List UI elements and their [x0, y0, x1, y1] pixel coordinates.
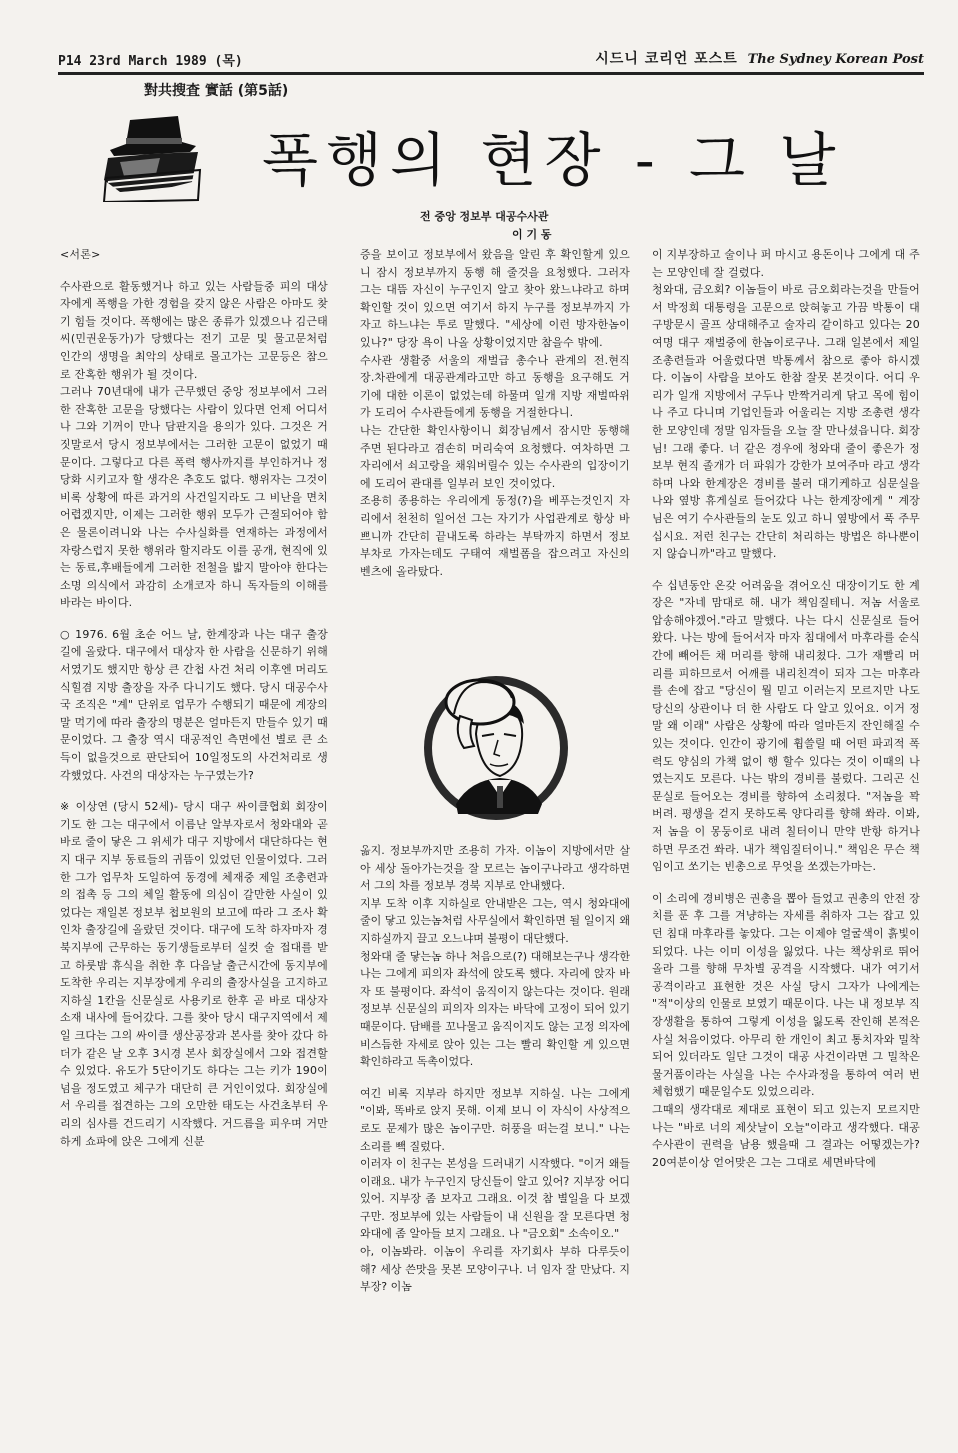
publication-name-korean: 시드니 코리언 포스트: [595, 51, 738, 67]
paragraph: 수사관 생활중 서울의 재벌급 총수나 관계의 전.현직 장.차관에게 대공관계라고만 하고 동행을 요구해도 거기에 대한 이론이 없었는데 하물며 일개 지방 재벌따위가 도리어 수사관들에게 동행을 거절한다니.: [360, 353, 630, 420]
byline: [420, 208, 650, 244]
page-date: P14 23rd March 1989 (목): [58, 54, 243, 69]
publication-name-english: The Sydney Korean Post: [747, 52, 924, 67]
paragraph: 수 십년동안 온갖 어려움을 겪어오신 대장이기도 한 계장은 "자네 맘대로 해. 내가 책임질테니. 저놈 서울로 압송해야겠어."라고 말했다. 나는 다시 신문실로 들어왔다. 나는 방에 들어서자 마자 침대에서 마후라를 순식간에 빼어든 채 머리를 향해 내리쳤다. 그가 재빨리 머리를 피하므로서 어깨를 내리친격이 되자 그는 마후라를 손에 잡고 "당신이 뭘 믿고 이러는지 모르지만 나도 당신의 상관이나 더 한 사람도 다 알고 있어요. 이거 정말 왜 이래" 사람은 상황에 따라 얼마든지 잔인해질 수 있는 것이다. 인간이 광기에 휩쓸릴 때 어떤 파괴적 폭력도 양심의 가책 없이 행 할수 있다는 것이 이때의 나였는지도 모른다. 나는 밖의 경비를 불렀다. 그리곤 신문실로 들어오는 경비를 향하여 소리쳤다. "저놈을 꽉 버려. 평생을 걷지 못하도록 양다리를 향해 쏴라. 이봐, 저 놈을 이 몽둥이로 내려 칠터이니 만약 반항 하거나 하면 무조건 쏴라. 내가 책임질터이니." 책임은 무슨 책임이고 쏘기는 빈총으로 무엇을 쏘겠는가마는.: [652, 578, 920, 874]
paragraph: 아, 이놈봐라. 이놈이 우리를 자기회사 부하 다루듯이 해? 세상 쓴맛을 못본 모양이구나. 너 임자 잘 만났다. 지부장? 이놈: [360, 1245, 630, 1294]
paragraph: ※ 이상연 (당시 52세)- 당시 대구 싸이클협회 회장이기도 한 그는 대구에서 이름난 알부자로서 청와대와 곧 바로 줄이 닿은 그 위세가 대구 지방에서 대단하다는 현지 대구 지부 동료들의 귀뜸이 있었던 인물이었다. 그러한 그가 업무차 도일하여 동경에 체재중 제일 조총련과의 접촉 등 그의 체일 활동에 의심이 갈만한 사실이 있었다는 재일본 정보부 첩보원의 보고에 따라 그 조사 확인차 출장길에 올랐던 것이다. 대구에 도착 하자마자 경북지부에 근무하는 동기생들로부터 실컷 술 접대를 받고 하룻밤 휴식을 취한 후 다음날 출근시간에 동지부에 도착한 우리는 지부장에게 우리의 출장사실을 고지하고 지하실 1칸을 신문실로 사용키로 한후 곧 바로 대상자 소재 내사에 들어갔다. 그를 찾아 당시 대구지역에서 제일 크다는 그의 싸이클 생산공장과 본사를 찾아 갔다 하더가 같은 날 오후 3시경 본사 회장실에서 그와 접견할 수 있었다. 유도가 5단이기도 하다는 그는 키가 190이 넘을 정도였고 체구가 대단히 큰 거인이었다. 회장실에서 우리를 접견하는 그의 오만한 태도는 사건초부터 우리의 심사를 건드리기 시작했다. 거드름을 피우며 거만하게 쇼파에 앉은 그에게 신분: [60, 800, 328, 1148]
man-with-hat-portrait: [420, 664, 572, 834]
publication-name: [595, 48, 924, 68]
spy-hat-icon: [100, 112, 206, 202]
paragraph: 청와대 줄 닿는놈 하나 처음으로(?) 대해보는구나 생각한 나는 그에게 피의자 좌석에 앉도록 했다. 자리에 앉자 바자 또 불평이다. 좌석이 움직이지 않는다는 것이다. 원래 정보부 신문실의 피의자 의자는 바닥에 고정이 되어 있기 때문이다. 담배를 꼬나물고 움직이지도 않는 고정 의자에 비스듬한 자세로 앉아 있는 그는 빨리 확인할 게 있으면 확인하라고 독촉이었다.: [360, 949, 630, 1069]
byline-affiliation: 전 중앙 정보부 대공수사관: [420, 210, 549, 223]
article-column-2-bottom: [360, 842, 630, 1296]
paragraph: 나는 간단한 확인사항이니 회장님께서 잠시만 동행해 주면 된다라고 겸손히 머리숙여 요청했다. 여차하면 그 자리에서 쇠고랑을 채워버릴수 있는 수사관의 입장이기에 도리어 관대를 일부러 보인 것이었다.: [360, 423, 630, 490]
article-column-1: [60, 246, 328, 1150]
series-title: 對共搜査 實話 (第5話): [144, 83, 289, 99]
section-heading: <서론>: [60, 248, 101, 261]
masthead: [58, 46, 924, 75]
paragraph: 이러자 이 친구는 본성을 드러내기 시작했다. "이거 왜들 이래요. 내가 누구인지 당신들이 알고 있어? 지부장 어디 있어. 지부장 좀 보자고 그래요. 이것 참 별일을 다 보겠구만. 정보부에 있는 사람들이 내 신원을 잘 모른다면 청와대에 좀 알아들 보지 그래요. 나 "금오회" 소속이오.": [360, 1157, 630, 1241]
paragraph: 조용히 종용하는 우리에게 동정(?)을 베푸는것인지 자리에서 천천히 일어선 그는 자기가 사업관계로 항상 바쁘니까 간단히 끝내도록 하라는 부탁까지 하면서 정보부차로 가자는데도 구태여 재벌폼을 잡으려고 자신의 벤츠에 올라탔다.: [360, 494, 630, 578]
paragraph: 그때의 생각대로 제대로 표현이 되고 있는지 모르지만 나는 "바로 너의 제삿날이 오늘"이라고 생각했다. 대공수사관이 권력을 남용 했을때 그 결과는 어떻겠는가? 20여분이상 얻어맞은 그는 그대로 세면바닥에: [652, 1102, 920, 1169]
paragraph: 청와대, 금오회? 이놈들이 바로 금오회라는것을 만들어서 박정희 대통령을 고문으로 앉혀놓고 가끔 박통이 대구방문시 골프 상대해주고 술자리 같이하고 있다는 20여명 대구 재벌중에 한놈이로구나. 그래 일본에서 제일 조총련들과 어울렸다면 박통께서 참으로 좋아 하시겠다. 이놈이 사람을 보아도 한참 잘못 본것이다. 어디 우리가 일개 지방에서 구두나 반짝거리게 닦고 목에 힘이나 주고 다니며 기업인들과 어울리는 지방 조총련 생각한 모양인데 정말 임자들을 오늘 잘 만나셨읍니다. 회장님! 그래 좋다. 너 같은 경우에 청와대 줄이 좋은가 정보부 현직 졸개가 더 파워가 강한가 보여주마 라고 생각하며 나와 한계장은 경비를 불러 대기케하고 심문실을 나와 옆방 휴게실로 들어갔다 나는 한계장에게 " 계장님은 여기 수사관들의 눈도 있고 하니 옆방에서 푹 주무십시요. 저런 친구는 간단히 처리하는 방법은 하나뿐이지 않습니까"라고 말했다.: [652, 283, 920, 561]
article-column-2-top: [360, 246, 630, 580]
paragraph: 그러나 70년대에 내가 근무했던 중앙 정보부에서 그러한 잔혹한 고문을 당했다는 사람이 있다면 언제 어디서나 그와 기꺼이 만나 담판지을 용의가 있다. 그것은 거짓말로서 당시 정보부에서는 그러한 고문이 없었기 때문이다. 그렇다고 다른 폭력 행사까지를 부인하거나 정당화 시키고자 할 생각은 추호도 없다. 행위자는 그것이 비록 상황에 따른 과거의 사건일지라도 그 비난을 면치 어렵겠지만, 이제는 그러한 행위 모두가 근절되어야 함은 물론이려니와 나는 수사실화를 연재하는 과정에서 자랑스럽지 못한 행위라 할지라도 이를 공개, 현직에 있는 동료,후배들에게 그러한 전철을 밟지 말아야 한다는 소명 의식에서 과감히 소개코자 하니 독자들의 이해를 바라는 바이다.: [60, 385, 328, 610]
paragraph: 여긴 비록 지부라 하지만 정보부 지하실. 나는 그에게 "이봐, 똑바로 앉지 못해. 이제 보니 이 자식이 사상적으로도 문제가 많은 놈이구만. 허풍을 떠는걸 보니." 나는 소리를 빽 질렀다.: [360, 1086, 630, 1153]
headline: 폭행의 현장 - 그 날: [262, 126, 844, 194]
paragraph: 수사관으로 활동했거나 하고 있는 사람들중 피의 대상자에게 폭행을 가한 경험을 갖지 않은 사람은 아마도 찾기 힘들 것이다. 폭행에는 많은 종류가 있겠으나 김근태씨(민권운동가)가 당했다는 전기 고문 및 물고문처럼 인간의 생명을 최악의 상태로 몰고가는 고문등은 참으로 잔혹한 행위가 될 것이다.: [60, 279, 328, 381]
paragraph: 이 지부장하고 술이나 퍼 마시고 용돈이나 그에게 대 주는 모양인데 잘 걸렸다.: [652, 248, 920, 279]
byline-author: 이 기 동: [512, 228, 552, 241]
paragraph: 옮지. 정보부까지만 조용히 가자. 이놈이 지방에서만 살아 세상 돌아가는것을 잘 모르는 놈이구나라고 생각하면서 그의 차를 정보부 경북 지부로 안내했다.: [360, 844, 630, 893]
paragraph: 지부 도착 이후 지하실로 안내받은 그는, 역시 청와대에 줄이 닿고 있는놈처럼 사무실에서 확인하면 될 일이지 왜 지하실까지 끌고 오느냐며 불평이 대단했다.: [360, 896, 630, 945]
article-column-3: [652, 246, 920, 1171]
paragraph: 증을 보이고 정보부에서 왔음을 알린 후 확인할게 있으니 잠시 정보부까지 동행 해 줄것을 요청했다. 그러자 그는 대뜸 자신이 누구인지 알고 찾아 왔느냐라고 하며 확인할 것이 있으면 여기서 하지 누구를 정보부까지 가자고 하느냐는 투로 말했다. "세상에 이런 방자한놈이 있나?" 당장 욕이 나올 상황이었지만 참을수 밖에.: [360, 248, 630, 349]
paragraph: ○ 1976. 6월 초순 어느 날, 한계장과 나는 대구 출장길에 올랐다. 대구에서 대상자 한 사람을 신문하기 위해서였기도 했지만 항상 큰 간첩 사건 처리 이후엔 머리도 식힐겸 지방 출장을 자주 다니기도 했다. 당시 대공수사국 조직은 "계" 단위로 업무가 수행되기 때문에 계장의 말 먹기에 따라 출장의 명분은 얼마든지 만들수 있기 때문이었다. 그 출장 역시 대공적인 측면에선 별로 큰 소득이 없을것으로 판단되어 10일정도의 사건처리로 생각했었다. 사건의 대상자는 누구였는가?: [60, 627, 328, 782]
paragraph: 이 소리에 경비병은 권총을 뽑아 들었고 권총의 안전 장치를 푼 후 그를 겨냥하는 자세를 취하자 그는 잡고 있던 침대 마후라를 놓았다. 그는 이제야 얼굴색이 흙빛이 되었다. 나는 이미 이성을 잃었다. 나는 책상위로 뛰어올라 그를 향해 무차별 공격을 시작했다. 내가 여기서 공격이라고 표현한 것은 사실 당시 그자가 나에게는 "적"이상의 인물로 보였기 때문이다. 나는 내 정보부 직장생활을 통하여 그렇게 이성을 잃도록 잔인해 본적은 사실 처음이었다. 아무리 한 개인이 최고 통치자와 밀착되어 있더라도 일단 그것이 대공 사건이라면 그 밀착은 물거품이라는 사실을 나는 수사과정을 통하여 여러 번 체험했기 때문일수도 있었으리라.: [652, 891, 920, 1099]
